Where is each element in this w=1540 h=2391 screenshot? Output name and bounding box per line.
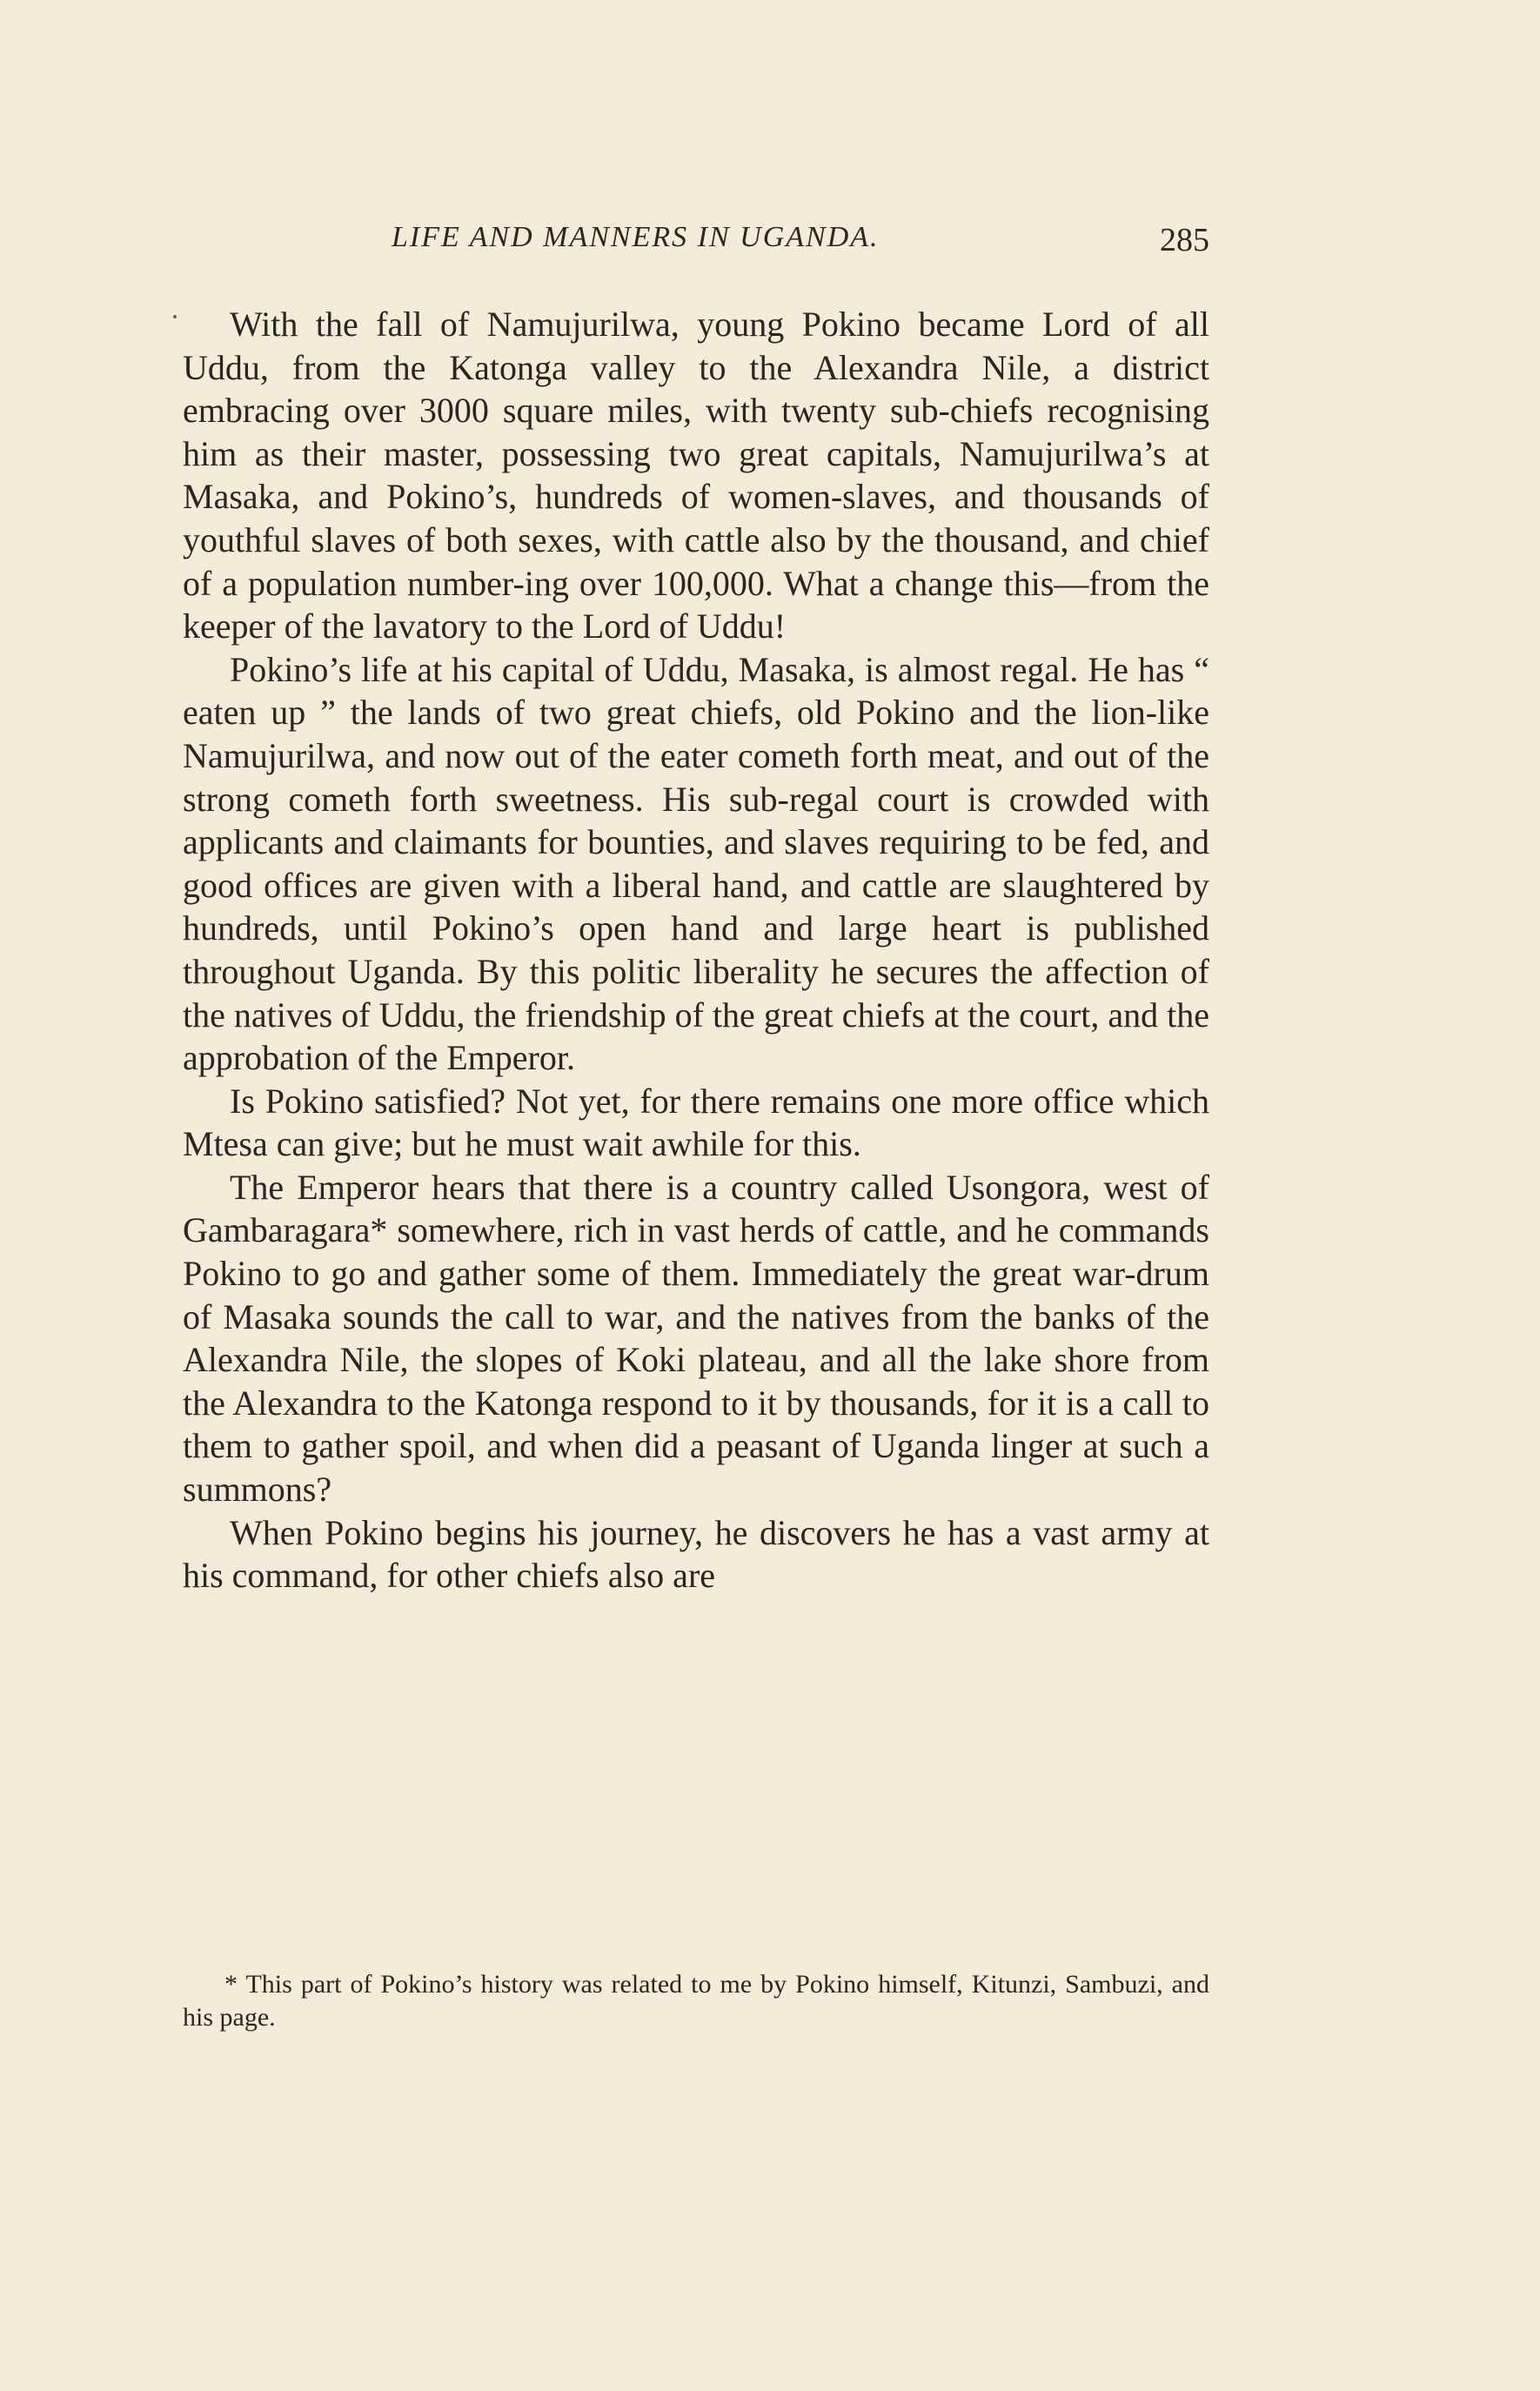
paragraph: Pokino’s life at his capital of Uddu, Masaka, is almost regal. He has “ eaten up ” the lands of two great chiefs, old Pokino and the lion-like Namujurilwa, and now out of the eater cometh forth meat, and out of the strong cometh forth sweetness. His sub-regal court is crowded with applicants and claimants for bounties, and slaves requiring to be fed, and good offices are given with a liberal hand, and cattle are slaughtered by hundreds, until Pokino’s open hand and large heart is published throughout Uganda. By this politic liberality he secures the affection of the natives of Uddu, the friendship of the great chiefs at the court, and the approbation of the Emperor. <box>183 649 1209 1078</box>
paragraph: Is Pokino satisfied? Not yet, for there remains one more office which Mtesa can give; but he must wait awhile for this. <box>183 1081 1209 1164</box>
page-header <box>183 221 1209 273</box>
body-text <box>183 303 1209 1939</box>
running-head: LIFE AND MANNERS IN UGANDA. <box>392 221 880 253</box>
paragraph: With the fall of Namujurilwa, young Pokino became Lord of all Uddu, from the Katonga valley to the Alexandra Nile, a district embracing over 3000 square miles, with twenty sub-chiefs recognising him as their master, possessing two great capitals, Namujurilwa’s at Masaka, and Pokino’s, hundreds of women-slaves, and thousands of youthful slaves of both sexes, with cattle also by the thousand, and chief of a population number-ing over 100,000. What a change this—from the keeper of the lavatory to the Lord of Uddu! <box>183 305 1209 646</box>
paragraph: The Emperor hears that there is a country called Usongora, west of Gambaragara* somewhere, rich in vast herds of cattle, and he commands Pokino to go and gather some of them. Immediately the great war-drum of Masaka sounds the call to war, and the natives from the banks of the Alexandra Nile, the slopes of Koki plateau, and all the lake shore from the Alexandra to the Katonga respond to it by thousands, for it is a call to them to gather spoil, and when did a peasant of Uganda linger at such a summons? <box>183 1167 1209 1510</box>
footnote: * This part of Pokino’s history was related to me by Pokino himself, Kitunzi, Sambuzi, and his page. <box>183 1970 1209 2032</box>
paragraph: When Pokino begins his journey, he discovers he has a vast army at his command, for other chiefs also are <box>183 1512 1209 1596</box>
page-number: 285 <box>1160 222 1209 258</box>
margin-mark <box>173 315 177 318</box>
